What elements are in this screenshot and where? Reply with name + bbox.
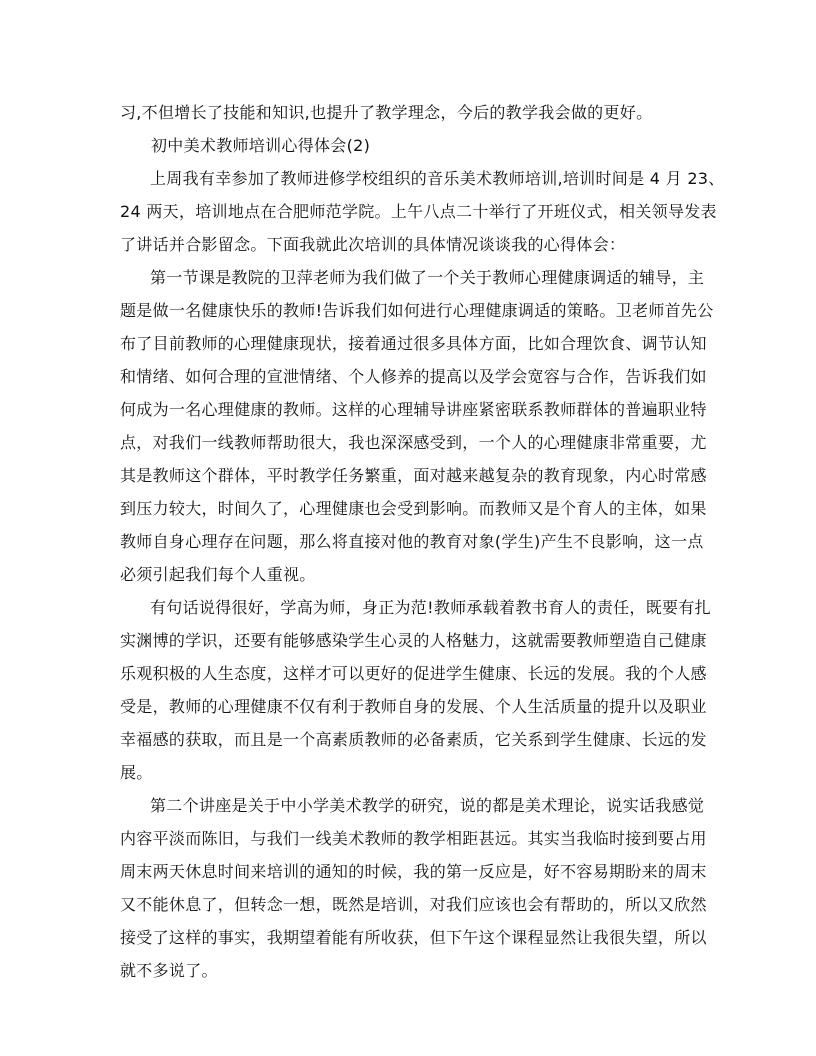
text-line: 题是做一名健康快乐的教师!告诉我们如何进行心理健康调适的策略。卫老师首先公 xyxy=(120,301,714,320)
section-heading: 初中美术教师培训心得体会(2) xyxy=(151,136,371,155)
text-line: 展。 xyxy=(120,763,153,782)
text-line: 乐观积极的人生态度，这样才可以更好的促进学生健康、长远的发展。我的个人感 xyxy=(120,664,707,683)
text-line: 有句话说得很好，学高为师，身正为范!教师承载着教书育人的责任，既要有扎 xyxy=(150,598,711,617)
text-line: 第二个讲座是关于中小学美术教学的研究，说的都是美术理论，说实话我感觉 xyxy=(150,796,705,815)
text-line: 幸福感的获取，而且是一个高素质教师的必备素质，它关系到学生健康、长远的发 xyxy=(120,730,707,749)
text-line: 接受了这样的事实，我期望着能有所收获，但下午这个课程显然让我很失望，所以 xyxy=(120,928,707,947)
text-line: 受是，教师的心理健康不仅有利于教师自身的发展、个人生活质量的提升以及职业 xyxy=(120,697,707,716)
text-line: 了讲话并合影留念。下面我就此次培训的具体情况谈谈我的心得体会： xyxy=(120,235,626,254)
text-line: 习,不但增长了技能和知识,也提升了教学理念，今后的教学我会做的更好。 xyxy=(120,103,653,122)
text-line: 其是教师这个群体，平时教学任务繁重，面对越来越复杂的教育现象，内心时常感 xyxy=(120,466,707,485)
text-line: 教师自身心理存在问题，那么将直接对他的教育对象(学生)产生不良影响，这一点 xyxy=(120,532,704,551)
text-line: 24 两天，培训地点在合肥师范学院。上午八点二十举行了开班仪式，相关领导发表 xyxy=(120,202,717,221)
text-line: 何成为一名心理健康的教师。这样的心理辅导讲座紧密联系教师群体的普遍职业特 xyxy=(120,400,707,419)
text-line: 必须引起我们每个人重视。 xyxy=(120,565,316,584)
text-line: 点，对我们一线教师帮助很大，我也深深感受到，一个人的心理健康非常重要，尤 xyxy=(120,433,707,452)
text-line: 到压力较大，时间久了，心理健康也会受到影响。而教师又是个育人的主体，如果 xyxy=(120,499,707,518)
text-line: 内容平淡而陈旧，与我们一线美术教师的教学相距甚远。其实当我临时接到要占用 xyxy=(120,829,707,848)
text-line: 和情绪、如何合理的宣泄情绪、个人修养的提高以及学会宽容与合作，告诉我们如 xyxy=(120,367,707,386)
text-line: 就不多说了。 xyxy=(120,961,218,980)
text-line: 第一节课是教院的卫萍老师为我们做了一个关于教师心理健康调适的辅导，主 xyxy=(150,268,705,287)
text-line: 实渊博的学识，还要有能够感染学生心灵的人格魅力，这就需要教师塑造自己健康 xyxy=(120,631,707,650)
text-line: 周末两天休息时间来培训的通知的时候，我的第一反应是，好不容易期盼来的周末 xyxy=(120,862,707,881)
text-line: 布了目前教师的心理健康现状，接着通过很多具体方面，比如合理饮食、调节认知 xyxy=(120,334,707,353)
text-line: 上周我有幸参加了教师进修学校组织的音乐美术教师培训,培训时间是 4 月 23、 xyxy=(150,169,725,188)
text-line: 又不能休息了，但转念一想，既然是培训，对我们应该也会有帮助的，所以又欣然 xyxy=(120,895,707,914)
